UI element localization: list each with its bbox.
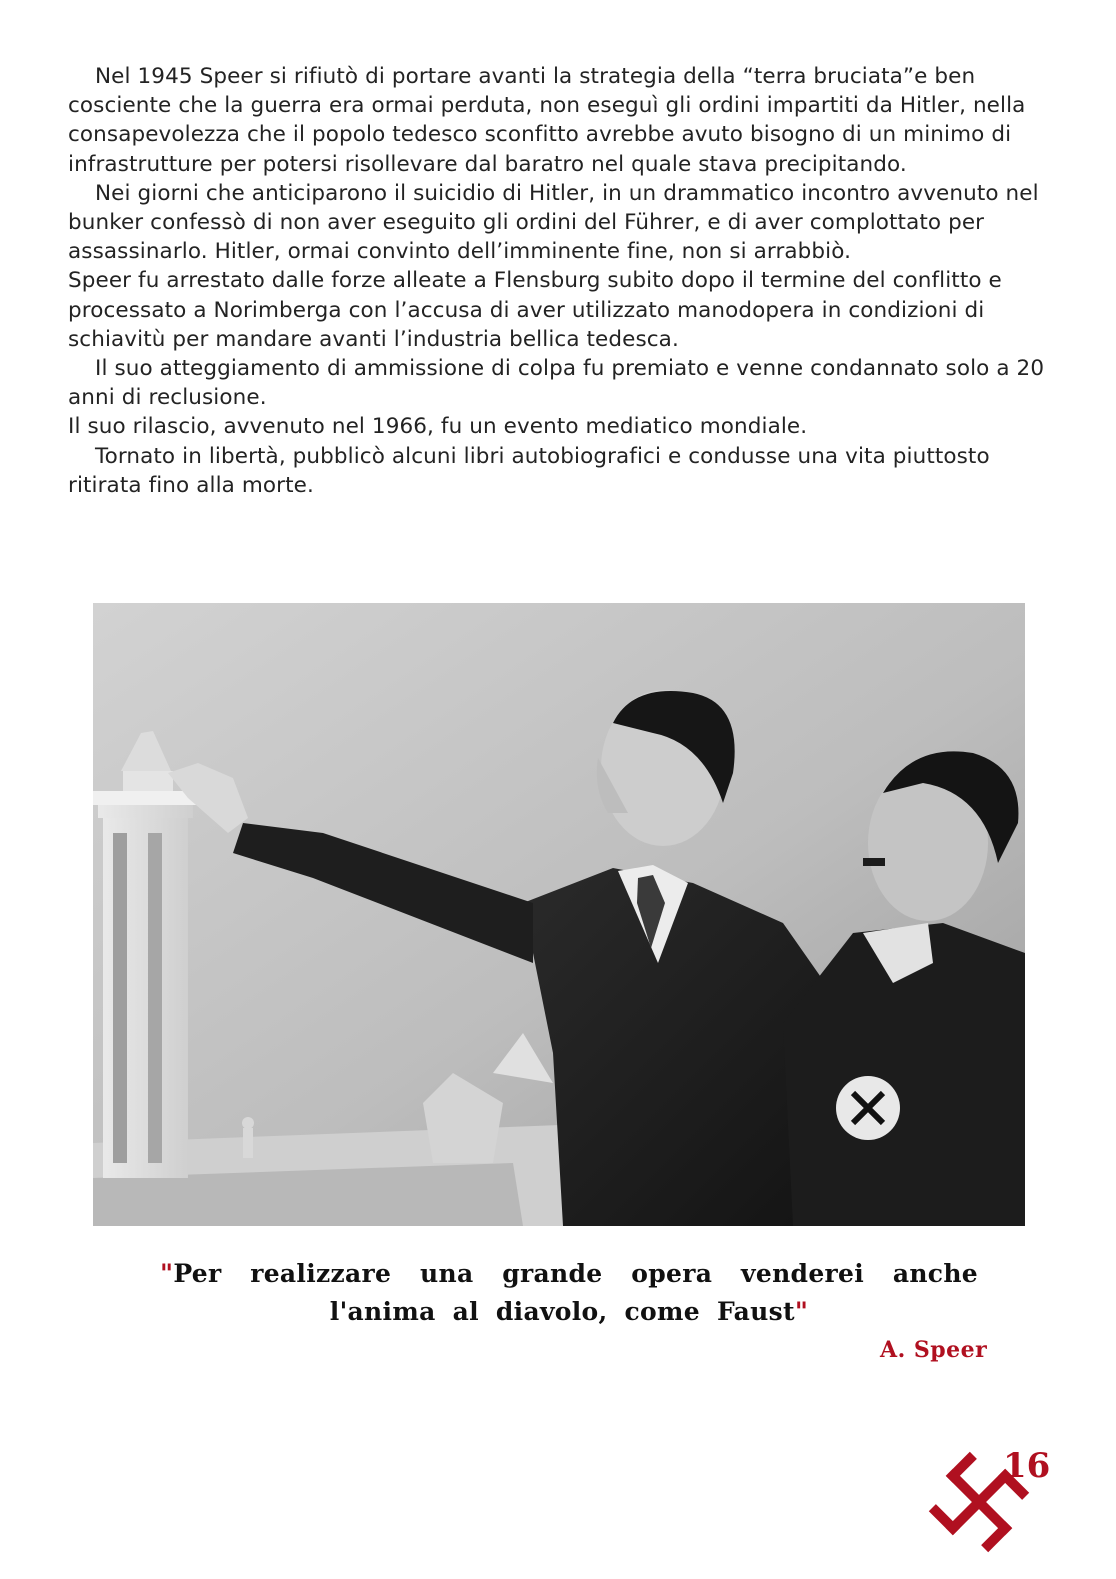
page-number: 16 — [1003, 1446, 1051, 1486]
quote-author: A. Speer — [880, 1337, 988, 1363]
quote-open-mark: " — [160, 1259, 174, 1288]
paragraph-5: Il suo rilascio, avvenuto nel 1966, fu un evento mediatico mondiale. — [68, 414, 808, 440]
paragraph-6: Tornato in libertà, pubblicò alcuni libri autobiografici e condusse una vita piuttosto ritirata fino alla morte. — [68, 443, 990, 498]
quote-close-mark: " — [794, 1297, 809, 1326]
quote-text: Per realizzare una grande opera venderei anche l'anima al diavolo, come Faust — [173, 1259, 978, 1326]
historical-photo — [93, 603, 1025, 1226]
paragraph-4: Il suo atteggiamento di ammissione di colpa fu premiato e venne condannato solo a 20 anni di reclusione. — [68, 356, 1045, 411]
quote — [160, 1255, 978, 1331]
paragraph-2: Nei giorni che anticiparono il suicidio di Hitler, in un drammatico incontro avvenuto nel bunker confessò di non aver eseguito gli ordini del Führer, e di aver complottato per assassinarlo. Hitler, ormai convinto dell’imminente fine, non si arrabbiò. — [68, 180, 1039, 265]
paragraph-1: Nel 1945 Speer si rifiutò di portare avanti la strategia della “terra bruciata”e ben cosciente che la guerra era ormai perduta, non eseguì gli ordini impartiti da Hitler, nella consapevolezza che il popolo tedesco sconfitto avrebbe avuto bisogno di un minimo di infrastrutture per potersi risollevare dal baratro nel quale stava precipitando. — [68, 64, 1026, 177]
body-text — [68, 62, 1058, 500]
paragraph-3: Speer fu arrestato dalle forze alleate a Flensburg subito dopo il termine del conflitto e processato a Norimberga con l’accusa di aver utilizzato manodopera in condizioni di schiavitù per mandare avanti l’industria bellica tedesca. — [68, 268, 1002, 352]
